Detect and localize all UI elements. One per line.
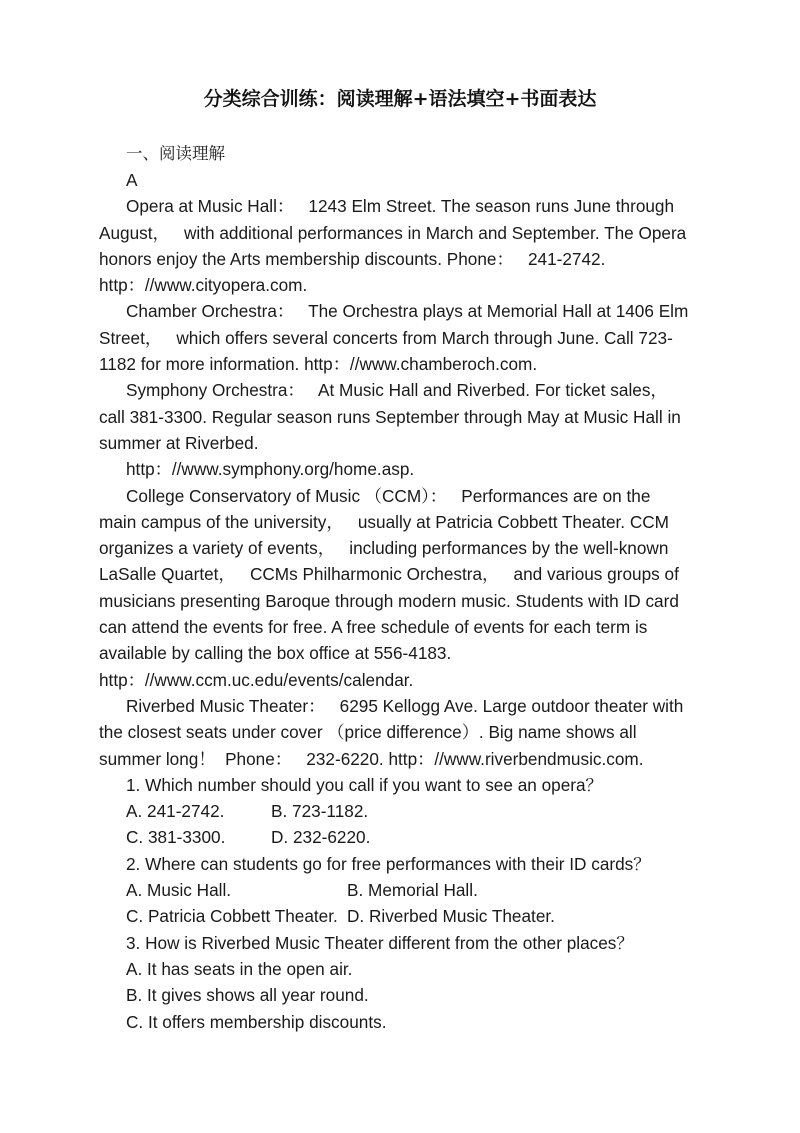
passage-line: LaSalle Quartet， CCMs Philharmonic Orchestra， and various groups of [99, 564, 679, 585]
passage-line: organizes a variety of events， including performances by the well-known [99, 538, 669, 559]
option-row [99, 903, 703, 929]
answer-option: C. Patricia Cobbett Theater. [126, 906, 338, 927]
answer-option: A. Music Hall. [126, 880, 232, 901]
passage-line: musicians presenting Baroque through modern music. Students with ID card [99, 590, 679, 611]
passage-line: Symphony Orchestra： At Music Hall and Riverbed. For ticket sales， [126, 380, 668, 401]
answer-option: D. 232-6220. [271, 827, 371, 848]
passage-line: call 381-3300. Regular season runs September through May at Music Hall in [99, 406, 681, 427]
passage-line: Riverbed Music Theater： 6295 Kellogg Ave. Large outdoor theater with [126, 695, 684, 716]
option-row [99, 798, 703, 824]
passage-line: main campus of the university， usually at Patricia Cobbett Theater. CCM [99, 511, 669, 532]
passage-line: can attend the events for free. A free schedule of events for each term is [99, 617, 648, 638]
passage-line: http：//www.symphony.org/home.asp. [126, 459, 415, 480]
answer-option: C. It offers membership discounts. [126, 1011, 387, 1032]
answer-option: B. 723-1182. [271, 801, 369, 822]
document-title: 分类综合训练：阅读理解+语法填空+书面表达 [203, 88, 597, 110]
answer-option: B. It gives shows all year round. [126, 985, 369, 1006]
passage-line: College Conservatory of Music （CCM）： Performances are on the [126, 485, 651, 506]
passage-line: available by calling the box office at 556-4183. [99, 643, 452, 664]
answer-option: A. It has seats in the open air. [126, 958, 353, 979]
passage-line: Street， which offers several concerts from March through June. Call 723- [99, 327, 673, 348]
passage-line: 1182 for more information. http：//www.chamberoch.com. [99, 354, 538, 375]
question-stem: 2. Where can students go for free performances with their ID cards？ [126, 853, 651, 874]
passage-line: http：//www.cityopera.com. [99, 275, 308, 296]
reading-passage [99, 167, 703, 1035]
passage-line: Chamber Orchestra： The Orchestra plays at Memorial Hall at 1406 Elm [126, 301, 689, 322]
passage-line: August， with additional performances in March and September. The Opera [99, 222, 687, 243]
answer-option: D. Riverbed Music Theater. [347, 906, 555, 927]
answer-option: B. Memorial Hall. [347, 880, 478, 901]
question [99, 851, 703, 930]
passage-line: summer long！ Phone： 232-6220. http：//www.riverbendmusic.com. [99, 748, 644, 769]
option-row [99, 1009, 703, 1035]
passage-label: A [126, 170, 138, 190]
passage-line: Opera at Music Hall： 1243 Elm Street. The season runs June through [126, 196, 675, 217]
question [99, 772, 703, 851]
answer-option: C. 381-3300. [126, 827, 226, 848]
question-list [99, 772, 703, 1035]
passage-line: summer at Riverbed. [99, 432, 259, 453]
section-heading: 一、阅读理解 [126, 144, 225, 163]
option-row [99, 982, 703, 1008]
passage-line: the closest seats under cover （price difference）. Big name shows all [99, 722, 637, 743]
passage-lines [99, 193, 703, 772]
option-row [99, 956, 703, 982]
option-row [99, 877, 703, 903]
passage-line: http：//www.ccm.uc.edu/events/calendar. [99, 669, 414, 690]
option-row [99, 824, 703, 850]
answer-option: A. 241-2742. [126, 801, 225, 822]
passage-line: honors enjoy the Arts membership discounts. Phone： 241-2742. [99, 248, 606, 269]
question-stem: 3. How is Riverbed Music Theater different from the other places？ [126, 932, 634, 953]
question-stem: 1. Which number should you call if you want to see an opera？ [126, 774, 603, 795]
question [99, 930, 703, 1035]
